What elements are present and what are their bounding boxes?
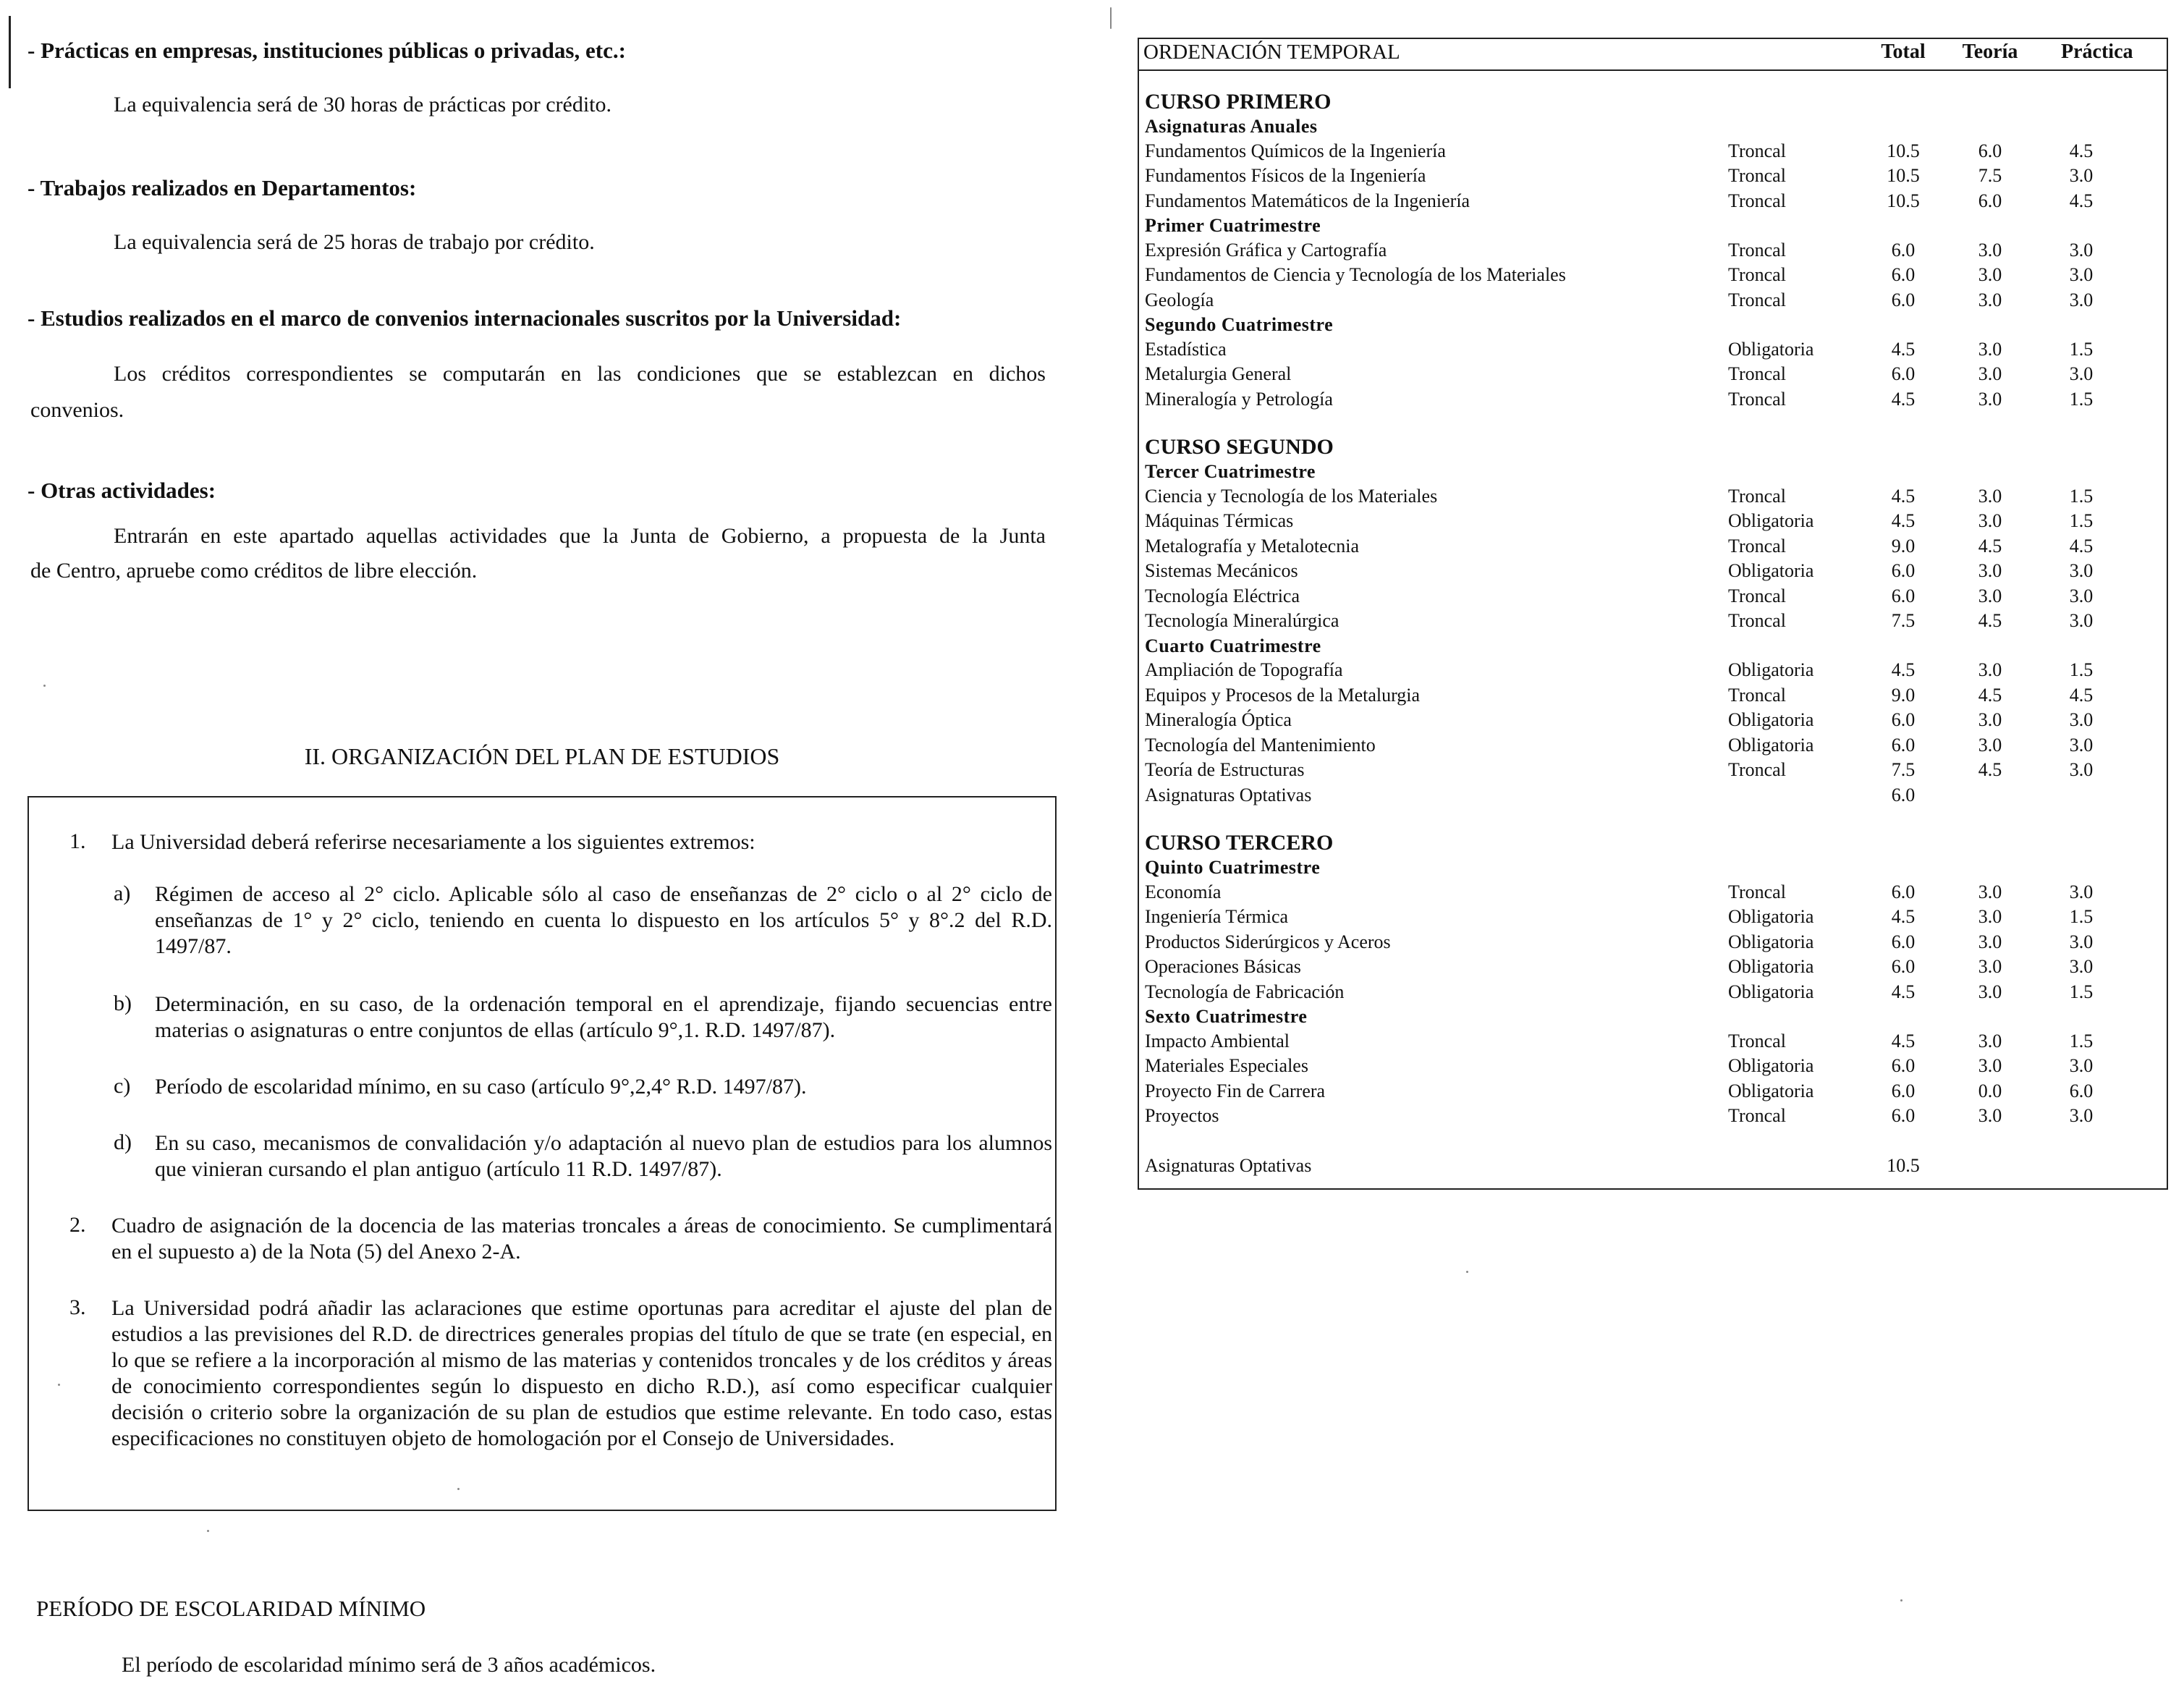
subject-type: Troncal — [1728, 535, 1786, 557]
credits-practica: 4.5 — [2069, 535, 2094, 557]
credits-teoria: 3.0 — [1978, 956, 2002, 977]
credits-teoria: 3.0 — [1978, 510, 2002, 531]
credits-total: 9.0 — [1891, 535, 1916, 557]
subject-name: Tecnología Mineralúrgica — [1145, 610, 1339, 631]
credits-practica: 3.0 — [2069, 759, 2094, 780]
credits-practica: 4.5 — [2069, 140, 2094, 161]
subject-type: Troncal — [1728, 165, 1786, 186]
group-heading: Asignaturas Anuales — [1145, 116, 1318, 137]
table-header-rule — [1138, 69, 2168, 71]
subject-name: Geología — [1145, 289, 1214, 310]
credits-practica: 1.5 — [2069, 338, 2094, 360]
subitem-label: c) — [114, 1074, 131, 1098]
item-text: Cuadro de asignación de la docencia de las materias troncales a áreas de conocimiento. Se cumplimentará en el supuesto a) de la Nota (5) del Anexo 2-A. — [111, 1214, 1052, 1264]
credits-practica: 3.0 — [2069, 585, 2094, 606]
section-text-practicas: La equivalencia será de 30 horas de prácticas por crédito. — [114, 93, 612, 117]
credits-total: 4.5 — [1891, 338, 1916, 360]
subitem-text: En su caso, mecanismos de convalidación y/o adaptación al nuevo plan de estudios para los alumnos que vinieran cursando el plan antiguo (artículo 11 R.D. 1497/87). — [155, 1131, 1052, 1181]
credits-teoria: 3.0 — [1978, 881, 2002, 902]
group-heading: Quinto Cuatrimestre — [1145, 857, 1321, 878]
subject-type: Obligatoria — [1728, 981, 1814, 1002]
subject-name: Teoría de Estructuras — [1145, 759, 1305, 780]
scan-speck — [1466, 1271, 1468, 1273]
credits-practica: 3.0 — [2069, 264, 2094, 285]
subject-name: Productos Siderúrgicos y Aceros — [1145, 931, 1391, 952]
credits-total: 10.5 — [1887, 165, 1920, 186]
credits-total: 6.0 — [1891, 289, 1916, 310]
section-text-otras-line1: Entrarán en este apartado aquellas actividades que la Junta de Gobierno, a propuesta de la Junta — [114, 524, 1046, 548]
subitem-text: Régimen de acceso al 2° ciclo. Aplicable sólo al caso de enseñanzas de 2° ciclo o al 2° ciclo de enseñanzas de 1° y 2° ciclo, teniendo en cuenta lo dispuesto en los artículos 5° y 8°.2 del R.D. 1497/87. — [155, 882, 1052, 958]
subject-name: Ampliación de Topografía — [1145, 659, 1343, 680]
credits-practica: 3.0 — [2069, 709, 2094, 730]
credits-total: 6.0 — [1891, 560, 1916, 581]
item-text: La Universidad podrá añadir las aclaraciones que estime oportunas para acreditar el ajuste del plan de estudios a las previsiones del R.D. de directrices generales propias del título de que se trate (en especial, en lo que se refiere a la incorporación al mismo de las materias y contenidos troncales y de los créditos y áreas de conocimiento correspondientes según lo dispuesto en dicho R.D.), así como especificar cualquier decisión o criterio sobre la organización de su plan de estudios que estime relevante. En todo caso, estas especificaciones no constituyen objeto de homologación por el Consejo de Universidades. — [111, 1296, 1052, 1450]
credits-teoria: 3.0 — [1978, 931, 2002, 952]
credits-total: 6.0 — [1891, 1055, 1916, 1076]
credits-total: 4.5 — [1891, 388, 1916, 410]
subject-type: Obligatoria — [1728, 931, 1814, 952]
credits-practica: 1.5 — [2069, 906, 2094, 927]
subitem-text: Período de escolaridad mínimo, en su caso (artículo 9°,2,4° R.D. 1497/87). — [155, 1075, 807, 1099]
column-header-total: Total — [1881, 41, 1926, 63]
credits-teoria: 3.0 — [1978, 338, 2002, 360]
credits-total: 4.5 — [1891, 906, 1916, 927]
credits-total: 6.0 — [1891, 784, 1916, 805]
credits-practica: 3.0 — [2069, 239, 2094, 261]
subject-type: Troncal — [1728, 363, 1786, 384]
column-header-practica: Práctica — [2061, 41, 2133, 63]
section-heading-trabajos: - Trabajos realizados en Departamentos: — [27, 175, 417, 200]
credits-practica: 3.0 — [2069, 956, 2094, 977]
subject-type: Troncal — [1728, 1105, 1786, 1126]
credits-practica: 1.5 — [2069, 388, 2094, 410]
credits-teoria: 0.0 — [1978, 1080, 2002, 1101]
scan-speck — [457, 1488, 460, 1490]
subject-name: Asignaturas Optativas — [1145, 784, 1312, 805]
credits-teoria: 3.0 — [1978, 709, 2002, 730]
credits-teoria: 7.5 — [1978, 165, 2002, 186]
credits-total: 6.0 — [1891, 881, 1916, 902]
credits-practica: 3.0 — [2069, 610, 2094, 631]
subject-name: Mineralogía y Petrología — [1145, 388, 1333, 410]
table-title: ORDENACIÓN TEMPORAL — [1143, 41, 1400, 64]
credits-total: 10.5 — [1887, 190, 1920, 211]
credits-total: 6.0 — [1891, 1105, 1916, 1126]
subject-name: Fundamentos Matemáticos de la Ingeniería — [1145, 190, 1470, 211]
subject-name: Máquinas Térmicas — [1145, 510, 1294, 531]
scan-speck — [1110, 7, 1112, 29]
optativas-total: 10.5 — [1887, 1154, 1920, 1176]
credits-total: 4.5 — [1891, 1030, 1916, 1052]
section-heading-estudios: - Estudios realizados en el marco de convenios internacionales suscritos por la Universidad: — [27, 305, 902, 331]
scan-speck — [207, 1530, 209, 1532]
credits-teoria: 4.5 — [1978, 684, 2002, 706]
credits-teoria: 3.0 — [1978, 485, 2002, 507]
subject-name: Fundamentos Químicos de la Ingeniería — [1145, 140, 1446, 161]
credits-practica: 1.5 — [2069, 510, 2094, 531]
column-header-teoria: Teoría — [1962, 41, 2018, 63]
section-text-trabajos: La equivalencia será de 25 horas de trabajo por crédito. — [114, 230, 595, 254]
credits-practica: 4.5 — [2069, 684, 2094, 706]
credits-practica: 3.0 — [2069, 289, 2094, 310]
credits-practica: 3.0 — [2069, 363, 2094, 384]
credits-total: 7.5 — [1891, 610, 1916, 631]
credits-teoria: 3.0 — [1978, 981, 2002, 1002]
subject-name: Ingeniería Térmica — [1145, 906, 1289, 927]
subject-name: Equipos y Procesos de la Metalurgia — [1145, 684, 1421, 706]
credits-teoria: 3.0 — [1978, 289, 2002, 310]
credits-practica: 1.5 — [2069, 659, 2094, 680]
credits-teoria: 3.0 — [1978, 906, 2002, 927]
credits-total: 4.5 — [1891, 981, 1916, 1002]
item-number: 1. — [69, 829, 86, 853]
credits-teoria: 4.5 — [1978, 759, 2002, 780]
subject-name: Ciencia y Tecnología de los Materiales — [1145, 485, 1438, 507]
credits-practica: 3.0 — [2069, 560, 2094, 581]
credits-total: 10.5 — [1887, 140, 1920, 161]
credits-teoria: 3.0 — [1978, 363, 2002, 384]
item-text: La Universidad deberá referirse necesariamente a los siguientes extremos: — [111, 830, 755, 854]
credits-total: 6.0 — [1891, 1080, 1916, 1101]
credits-total: 4.5 — [1891, 510, 1916, 531]
subject-type: Troncal — [1728, 684, 1786, 706]
credits-total: 6.0 — [1891, 931, 1916, 952]
scan-speck — [58, 1384, 60, 1386]
credits-total: 6.0 — [1891, 709, 1916, 730]
group-heading: Sexto Cuatrimestre — [1145, 1006, 1308, 1027]
subject-name: Mineralogía Óptica — [1145, 709, 1292, 730]
subject-type: Troncal — [1728, 264, 1786, 285]
subject-type: Obligatoria — [1728, 734, 1814, 756]
subject-name: Sistemas Mecánicos — [1145, 560, 1298, 581]
group-heading: Tercer Cuatrimestre — [1145, 461, 1316, 482]
subject-name: Operaciones Básicas — [1145, 956, 1301, 977]
subitem-label: d) — [114, 1130, 132, 1154]
min-period-title: PERÍODO DE ESCOLARIDAD MÍNIMO — [36, 1596, 426, 1621]
credits-total: 6.0 — [1891, 585, 1916, 606]
subitem-text: Determinación, en su caso, de la ordenación temporal en el aprendizaje, fijando secuencias entre materias o asignaturas o entre conjuntos de ellas (artículo 9°,1. R.D. 1497/87). — [155, 992, 1052, 1042]
credits-total: 6.0 — [1891, 956, 1916, 977]
subject-type: Obligatoria — [1728, 510, 1814, 531]
credits-teoria: 3.0 — [1978, 734, 2002, 756]
credits-teoria: 4.5 — [1978, 610, 2002, 631]
credits-practica: 1.5 — [2069, 981, 2094, 1002]
credits-teoria: 6.0 — [1978, 140, 2002, 161]
subject-type: Troncal — [1728, 585, 1786, 606]
credits-teoria: 6.0 — [1978, 190, 2002, 211]
credits-total: 6.0 — [1891, 264, 1916, 285]
course-heading: CURSO SEGUNDO — [1145, 435, 1334, 459]
course-heading: CURSO TERCERO — [1145, 831, 1334, 855]
credits-total: 7.5 — [1891, 759, 1916, 780]
subject-type: Troncal — [1728, 759, 1786, 780]
subitem-label: a) — [114, 881, 131, 905]
subject-name: Metalografía y Metalotecnia — [1145, 535, 1359, 557]
group-heading: Cuarto Cuatrimestre — [1145, 635, 1321, 656]
credits-total: 4.5 — [1891, 485, 1916, 507]
group-heading: Segundo Cuatrimestre — [1145, 314, 1334, 335]
subject-type: Obligatoria — [1728, 338, 1814, 360]
scan-speck — [1900, 1599, 1902, 1602]
optativas-label: Asignaturas Optativas — [1145, 1154, 1312, 1176]
group-heading: Primer Cuatrimestre — [1145, 215, 1321, 236]
credits-practica: 3.0 — [2069, 881, 2094, 902]
credits-practica: 3.0 — [2069, 1105, 2094, 1126]
subject-type: Obligatoria — [1728, 906, 1814, 927]
section-heading-otras: - Otras actividades: — [27, 478, 216, 503]
credits-teoria: 3.0 — [1978, 388, 2002, 410]
credits-practica: 3.0 — [2069, 1055, 2094, 1076]
credits-teoria: 3.0 — [1978, 585, 2002, 606]
item-number: 3. — [69, 1295, 86, 1319]
subject-type: Troncal — [1728, 190, 1786, 211]
subitem-label: b) — [114, 991, 132, 1015]
section-heading-practicas: - Prácticas en empresas, instituciones públicas o privadas, etc.: — [27, 38, 626, 63]
subject-name: Estadística — [1145, 338, 1227, 360]
credits-practica: 6.0 — [2069, 1080, 2094, 1101]
credits-teoria: 3.0 — [1978, 264, 2002, 285]
subject-type: Troncal — [1728, 1030, 1786, 1052]
credits-practica: 1.5 — [2069, 485, 2094, 507]
subject-type: Troncal — [1728, 140, 1786, 161]
credits-total: 9.0 — [1891, 684, 1916, 706]
course-heading: CURSO PRIMERO — [1145, 90, 1332, 114]
subject-name: Tecnología Eléctrica — [1145, 585, 1300, 606]
subject-name: Proyectos — [1145, 1105, 1219, 1126]
subject-type: Obligatoria — [1728, 709, 1814, 730]
subject-type: Obligatoria — [1728, 956, 1814, 977]
subject-name: Fundamentos Físicos de la Ingeniería — [1145, 165, 1426, 186]
credits-teoria: 3.0 — [1978, 239, 2002, 261]
credits-teoria: 3.0 — [1978, 1055, 2002, 1076]
subject-name: Fundamentos de Ciencia y Tecnología de los Materiales — [1145, 264, 1566, 285]
subject-type: Troncal — [1728, 485, 1786, 507]
credits-teoria: 3.0 — [1978, 1105, 2002, 1126]
credits-teoria: 4.5 — [1978, 535, 2002, 557]
scan-speck — [43, 685, 46, 687]
subject-name: Tecnología de Fabricación — [1145, 981, 1345, 1002]
subject-type: Troncal — [1728, 610, 1786, 631]
subject-type: Troncal — [1728, 388, 1786, 410]
min-period-text: El período de escolaridad mínimo será de 3 años académicos. — [122, 1653, 656, 1677]
credits-total: 6.0 — [1891, 363, 1916, 384]
subject-name: Proyecto Fin de Carrera — [1145, 1080, 1326, 1101]
margin-bar — [9, 16, 11, 88]
section-text-estudios-line1: Los créditos correspondientes se computarán en las condiciones que se establezcan en dichos — [114, 362, 1046, 386]
credits-practica: 3.0 — [2069, 165, 2094, 186]
section-text-otras-line2: de Centro, apruebe como créditos de libre elección. — [30, 559, 478, 583]
subject-type: Obligatoria — [1728, 560, 1814, 581]
subject-type: Troncal — [1728, 239, 1786, 261]
credits-total: 6.0 — [1891, 734, 1916, 756]
section-text-estudios-line2: convenios. — [30, 398, 124, 422]
subject-name: Economía — [1145, 881, 1222, 902]
subject-name: Metalurgia General — [1145, 363, 1292, 384]
credits-practica: 3.0 — [2069, 931, 2094, 952]
subject-type: Obligatoria — [1728, 659, 1814, 680]
subject-name: Materiales Especiales — [1145, 1055, 1308, 1076]
credits-teoria: 3.0 — [1978, 560, 2002, 581]
subject-name: Expresión Gráfica y Cartografía — [1145, 239, 1387, 261]
subject-name: Tecnología del Mantenimiento — [1145, 734, 1376, 756]
item-number: 2. — [69, 1213, 86, 1237]
credits-teoria: 3.0 — [1978, 1030, 2002, 1052]
credits-practica: 3.0 — [2069, 734, 2094, 756]
subject-type: Troncal — [1728, 289, 1786, 310]
subject-type: Obligatoria — [1728, 1055, 1814, 1076]
credits-practica: 1.5 — [2069, 1030, 2094, 1052]
subject-type: Obligatoria — [1728, 1080, 1814, 1101]
credits-practica: 4.5 — [2069, 190, 2094, 211]
subject-name: Impacto Ambiental — [1145, 1030, 1290, 1052]
credits-total: 4.5 — [1891, 659, 1916, 680]
org-title: II. ORGANIZACIÓN DEL PLAN DE ESTUDIOS — [304, 743, 780, 769]
subject-type: Troncal — [1728, 881, 1786, 902]
credits-teoria: 3.0 — [1978, 659, 2002, 680]
credits-total: 6.0 — [1891, 239, 1916, 261]
